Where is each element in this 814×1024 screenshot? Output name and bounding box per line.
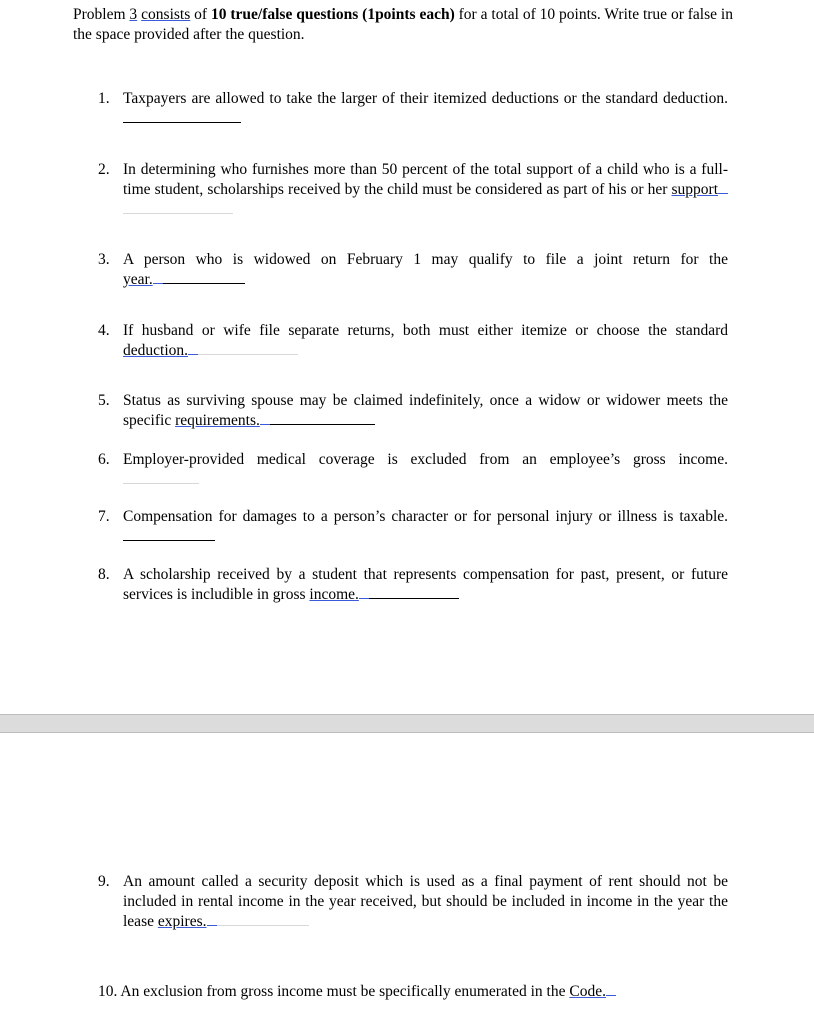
- question-number: 7.: [98, 508, 110, 525]
- question-text: In determining who furnishes more than 50 percent of the total support of a child who is a full-time student, scholarships received by the child must be considered as part of his or her: [123, 161, 728, 198]
- question-7: [98, 507, 728, 547]
- answer-blank[interactable]: [123, 528, 215, 541]
- question-number: 3.: [98, 251, 110, 268]
- answer-blank[interactable]: [123, 471, 199, 484]
- question-number: 5.: [98, 392, 110, 409]
- problem-intro: [73, 5, 733, 45]
- question-1: [98, 89, 728, 129]
- question-6: [98, 450, 728, 490]
- question-text: An exclusion from gross income must be specifically enumerated in the: [120, 983, 570, 1000]
- question-number: 4.: [98, 322, 110, 339]
- question-8: [98, 565, 728, 605]
- question-text: An amount called a security deposit which is used as a final payment of rent should not be included in rental income in the year received, but should be included in income in the year the lease: [123, 873, 728, 930]
- question-9: [98, 872, 728, 932]
- answer-blank[interactable]: [198, 342, 298, 355]
- question-10: [98, 982, 728, 1002]
- question-text: Status as surviving spouse may be claimed indefinitely, once a widow or widower meets the specific: [123, 392, 728, 429]
- question-text: Taxpayers are allowed to take the larger of their itemized deductions or the standard deduction.: [123, 90, 728, 107]
- question-text: A scholarship received by a student that represents compensation for past, present, or future services is includible in gross: [123, 566, 728, 603]
- question-tail: year.: [123, 271, 153, 288]
- answer-blank[interactable]: [270, 412, 375, 425]
- question-3: [98, 250, 728, 290]
- question-tail: income.: [309, 586, 359, 603]
- question-number: 1.: [98, 90, 110, 107]
- question-text: A person who is widowed on February 1 may qualify to file a joint return for the: [123, 251, 728, 268]
- intro-of: of: [190, 6, 211, 23]
- question-number: 10.: [98, 983, 118, 1000]
- answer-blank[interactable]: [123, 110, 241, 123]
- answer-blank[interactable]: [217, 913, 309, 926]
- intro-consists: consists: [141, 6, 191, 23]
- answer-blank[interactable]: [163, 271, 245, 284]
- question-tail: expires.: [157, 913, 207, 930]
- question-tail: Code.: [569, 983, 606, 1000]
- question-text: Compensation for damages to a person’s character or for personal injury or illness is taxable.: [123, 508, 728, 525]
- question-number: 6.: [98, 451, 110, 468]
- question-2: [98, 160, 728, 220]
- answer-blank[interactable]: [123, 201, 233, 214]
- question-text: Employer-provided medical coverage is excluded from an employee’s gross income.: [123, 451, 728, 468]
- question-number: 2.: [98, 161, 110, 178]
- question-tail: requirements.: [175, 412, 260, 429]
- intro-text-start: Problem: [73, 6, 130, 23]
- problem-number: 3: [129, 6, 138, 23]
- intro-rest: for a total of 10 points. Write true or false in the space provided after the question.: [73, 6, 733, 43]
- question-text: If husband or wife file separate returns, both must either itemize or choose the standard: [123, 322, 728, 339]
- question-4: [98, 321, 728, 361]
- question-tail: support: [671, 181, 718, 198]
- question-number: 8.: [98, 566, 110, 583]
- question-5: [98, 391, 728, 431]
- question-number: 9.: [98, 873, 110, 890]
- answer-blank[interactable]: [369, 586, 459, 599]
- question-tail: deduction.: [123, 342, 188, 359]
- page-break: [0, 714, 814, 733]
- intro-bold: 10 true/false questions (1points each): [210, 6, 455, 23]
